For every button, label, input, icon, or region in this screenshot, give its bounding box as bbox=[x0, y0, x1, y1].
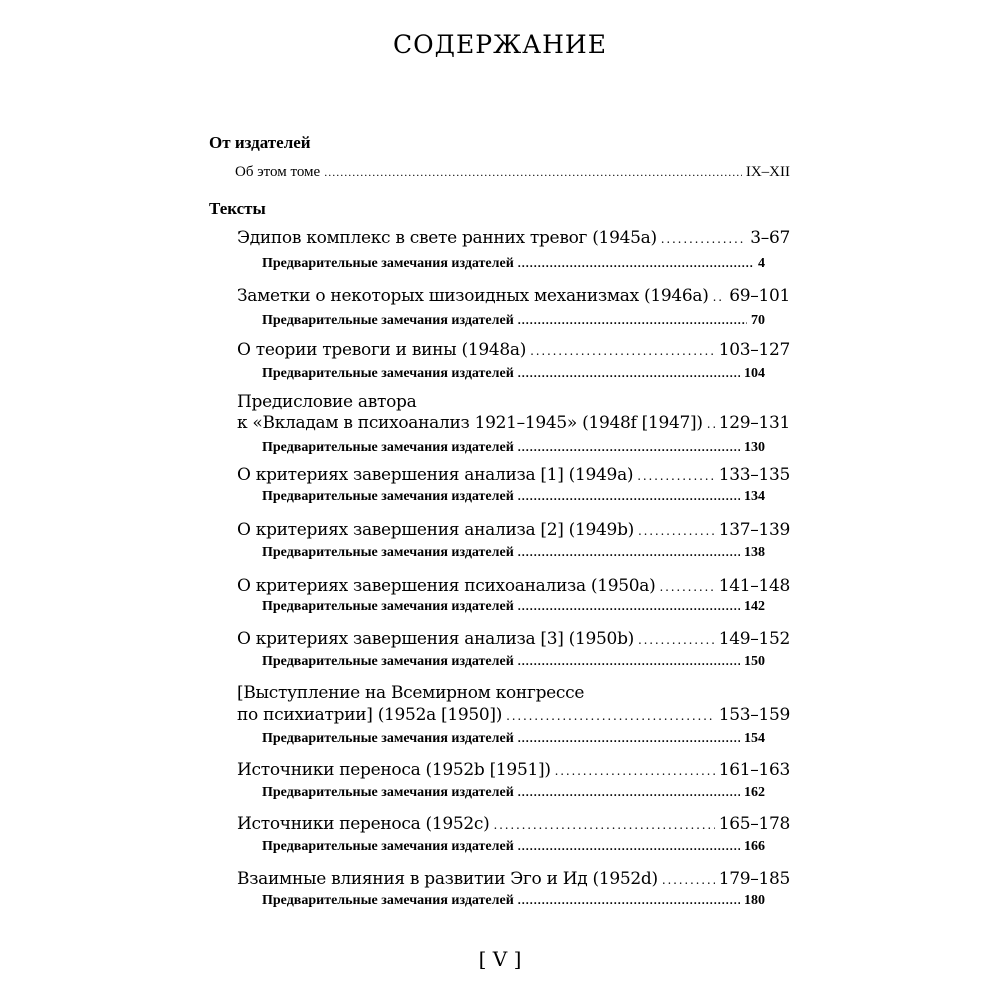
work-pages: 103–127 bbox=[718, 340, 790, 360]
toc-entry-note[interactable] bbox=[262, 893, 765, 909]
work-title: Источники переноса (1952b [1951]) bbox=[237, 760, 551, 780]
toc-entry-note[interactable] bbox=[262, 440, 765, 456]
dot-leader bbox=[518, 786, 740, 798]
toc-entry-note[interactable] bbox=[262, 839, 765, 855]
toc-entry-pages: IX–XII bbox=[745, 164, 790, 180]
toc-entry-note[interactable] bbox=[262, 731, 765, 747]
note-label: Предварительные замечания издателей bbox=[262, 545, 514, 560]
note-label: Предварительные замечания издателей bbox=[262, 654, 514, 669]
work-title-line1: Предисловие автора bbox=[237, 392, 417, 412]
dot-leader bbox=[518, 546, 740, 558]
work-pages: 3–67 bbox=[750, 228, 790, 248]
toc-entry-work[interactable] bbox=[237, 814, 790, 834]
toc-entry-work[interactable] bbox=[237, 286, 790, 306]
dot-leader bbox=[637, 470, 714, 482]
toc-entry-work[interactable] bbox=[237, 629, 790, 649]
toc-entry-work[interactable] bbox=[237, 340, 790, 360]
note-page: 70 bbox=[751, 313, 765, 328]
toc-entry-work[interactable] bbox=[237, 869, 790, 889]
toc-entry-about-volume[interactable] bbox=[235, 164, 790, 181]
work-title: Взаимные влияния в развитии Эго и Ид (1952d) bbox=[237, 869, 658, 889]
dot-leader bbox=[518, 367, 740, 379]
toc-entry-label: Об этом томе bbox=[235, 164, 321, 180]
note-label: Предварительные замечания издателей bbox=[262, 599, 514, 614]
note-page: 138 bbox=[744, 545, 765, 560]
note-page: 150 bbox=[744, 654, 765, 669]
toc-entry-note[interactable] bbox=[262, 599, 765, 615]
page-title: СОДЕРЖАНИЕ bbox=[393, 30, 607, 59]
work-title: к «Вкладам в психоанализ 1921–1945» (1948f [1947]) bbox=[237, 413, 703, 433]
work-pages: 137–139 bbox=[718, 520, 790, 540]
work-title: Заметки о некоторых шизоидных механизмах (1946a) bbox=[237, 286, 709, 306]
dot-leader bbox=[707, 418, 715, 430]
dot-leader bbox=[518, 490, 740, 502]
toc-entry-work[interactable] bbox=[237, 228, 790, 248]
note-page: 104 bbox=[744, 366, 765, 381]
work-title: Источники переноса (1952c) bbox=[237, 814, 490, 834]
note-page: 162 bbox=[744, 785, 765, 800]
dot-leader bbox=[530, 345, 715, 357]
dot-leader bbox=[661, 233, 746, 245]
note-label: Предварительные замечания издателей bbox=[262, 256, 514, 271]
dot-leader bbox=[662, 874, 715, 886]
work-pages: 69–101 bbox=[729, 286, 790, 306]
work-pages: 161–163 bbox=[718, 760, 790, 780]
page-number: [ V ] bbox=[478, 947, 522, 971]
work-pages: 133–135 bbox=[718, 465, 790, 485]
note-label: Предварительные замечания издателей bbox=[262, 440, 514, 455]
toc-entry-note[interactable] bbox=[262, 654, 765, 670]
dot-leader bbox=[518, 600, 740, 612]
note-page: 154 bbox=[744, 731, 765, 746]
work-title: Эдипов комплекс в свете ранних тревог (1945a) bbox=[237, 228, 657, 248]
section-heading-texts: Тексты bbox=[209, 199, 266, 218]
note-page: 4 bbox=[758, 256, 765, 271]
toc-entry-work[interactable] bbox=[237, 576, 790, 596]
toc-entry-work[interactable] bbox=[237, 465, 790, 485]
toc-entry-note[interactable] bbox=[262, 256, 765, 272]
dot-leader bbox=[659, 581, 714, 593]
work-title: О теории тревоги и вины (1948a) bbox=[237, 340, 527, 360]
dot-leader bbox=[518, 894, 740, 906]
section-heading-publishers: От издателей bbox=[209, 133, 311, 152]
note-label: Предварительные замечания издателей bbox=[262, 839, 514, 854]
dot-leader bbox=[518, 441, 740, 453]
work-title: О критериях завершения анализа [1] (1949a) bbox=[237, 465, 634, 485]
dot-leader bbox=[713, 291, 726, 303]
note-page: 130 bbox=[744, 440, 765, 455]
dot-leader bbox=[555, 765, 715, 777]
toc-entry-note[interactable] bbox=[262, 545, 765, 561]
note-label: Предварительные замечания издателей bbox=[262, 785, 514, 800]
work-pages: 153–159 bbox=[718, 705, 790, 725]
toc-entry-note[interactable] bbox=[262, 366, 765, 382]
work-title: О критериях завершения анализа [3] (1950b) bbox=[237, 629, 634, 649]
work-title: О критериях завершения анализа [2] (1949b) bbox=[237, 520, 634, 540]
toc-entry-note[interactable] bbox=[262, 489, 765, 505]
toc-entry-note[interactable] bbox=[262, 785, 765, 801]
toc-entry-work[interactable] bbox=[237, 705, 790, 725]
work-pages: 129–131 bbox=[718, 413, 790, 433]
work-pages: 141–148 bbox=[718, 576, 790, 596]
work-title-line1: [Выступление на Всемирном конгрессе bbox=[237, 683, 585, 703]
note-page: 142 bbox=[744, 599, 765, 614]
toc-entry-work[interactable] bbox=[237, 520, 790, 540]
note-page: 180 bbox=[744, 893, 765, 908]
work-pages: 165–178 bbox=[718, 814, 790, 834]
note-page: 166 bbox=[744, 839, 765, 854]
dot-leader bbox=[518, 840, 740, 852]
note-label: Предварительные замечания издателей bbox=[262, 489, 514, 504]
toc-entry-work[interactable] bbox=[237, 413, 790, 433]
dot-leader bbox=[518, 257, 754, 269]
toc-entry-note[interactable] bbox=[262, 313, 765, 329]
toc-entry-work[interactable] bbox=[237, 760, 790, 780]
dot-leader bbox=[324, 166, 742, 178]
dot-leader bbox=[506, 710, 715, 722]
note-label: Предварительные замечания издателей bbox=[262, 313, 514, 328]
work-pages: 149–152 bbox=[718, 629, 790, 649]
work-title: О критериях завершения психоанализа (1950a) bbox=[237, 576, 656, 596]
dot-leader bbox=[493, 819, 714, 831]
dot-leader bbox=[518, 314, 747, 326]
work-pages: 179–185 bbox=[718, 869, 790, 889]
dot-leader bbox=[638, 525, 715, 537]
note-page: 134 bbox=[744, 489, 765, 504]
note-label: Предварительные замечания издателей bbox=[262, 366, 514, 381]
dot-leader bbox=[518, 732, 740, 744]
note-label: Предварительные замечания издателей bbox=[262, 731, 514, 746]
work-title: по психиатрии] (1952a [1950]) bbox=[237, 705, 503, 725]
dot-leader bbox=[638, 634, 715, 646]
note-label: Предварительные замечания издателей bbox=[262, 893, 514, 908]
dot-leader bbox=[518, 655, 740, 667]
